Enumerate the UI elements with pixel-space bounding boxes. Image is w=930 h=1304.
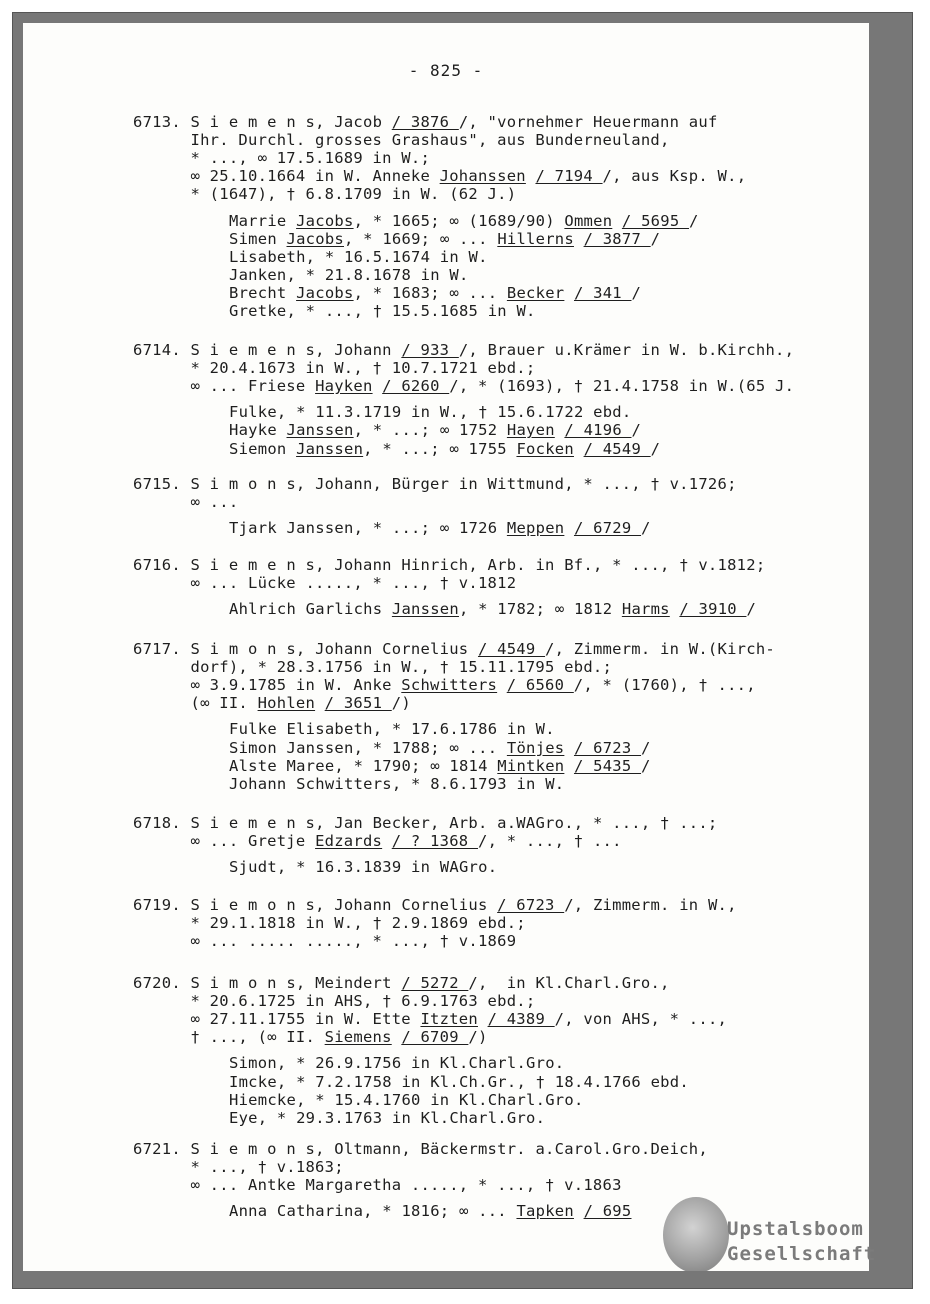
text-segment: Simon, * 26.9.1756 in Kl.Charl.Gro. — [229, 1054, 565, 1073]
page-number: - 825 - — [408, 61, 484, 80]
text-segment: Simon Janssen, * 1788; ∞ ... — [229, 738, 507, 757]
text-segment: * 29.1.1818 in W., † 2.9.1869 ebd.; — [133, 914, 526, 933]
text-segment: Siemon — [229, 439, 297, 458]
entry-line — [133, 149, 430, 167]
text-segment: ∞ ... Lücke ....., * ..., † v.1812 — [133, 574, 517, 593]
text-segment: Hiemcke, * 15.4.1760 in Kl.Charl.Gro. — [229, 1090, 584, 1109]
text-segment: S i m o n s — [190, 974, 296, 992]
text-segment: /, von AHS, * ..., — [554, 1010, 728, 1029]
text-segment — [373, 377, 383, 395]
text-segment: ∞ 3.9.1785 in W. Anke — [133, 676, 402, 695]
text-segment: /, in Kl.Charl.Gro., — [468, 974, 670, 992]
text-segment: Fulke Elisabeth, * 17.6.1786 in W. — [229, 720, 555, 739]
entry-line — [133, 167, 746, 185]
text-segment: Ahlrich Garlichs — [229, 600, 392, 619]
text-segment: 6717. — [133, 640, 191, 658]
child-line — [229, 1202, 631, 1220]
underlined-text: / 6729 — [573, 519, 642, 538]
text-segment: /, * (1693), † 21.4.1758 in W.(65 J. — [449, 377, 795, 396]
underlined-text: / 5272 — [401, 974, 469, 992]
underlined-text: / 933 — [401, 341, 459, 359]
text-segment: Sjudt, * 16.3.1839 in WAGro. — [229, 858, 498, 877]
text-segment: /, Zimmerm. in W., — [564, 896, 737, 914]
text-segment: / — [650, 229, 661, 248]
logo-line-1: Upstalsboom — [727, 1218, 864, 1240]
text-segment — [564, 739, 574, 757]
text-segment: , Jan Becker, Arb. a.WAGro., * ..., † ...; — [315, 814, 718, 832]
text-segment: , * 1782; ∞ 1812 — [458, 600, 622, 619]
text-segment — [564, 519, 574, 537]
text-segment — [564, 757, 574, 775]
underlined-text: / 7194 — [535, 167, 603, 186]
entry-line — [133, 1028, 488, 1046]
entry-line — [133, 896, 737, 914]
underlined-text: Schwitters — [401, 676, 498, 695]
entry-line — [133, 377, 794, 395]
entry-line — [133, 974, 670, 992]
entry-line — [133, 556, 765, 574]
text-segment: Gretke, * ..., † 15.5.1685 in W. — [229, 302, 536, 320]
text-segment: /) — [468, 1028, 488, 1047]
entry-line — [133, 676, 756, 694]
document-page — [23, 23, 869, 1271]
child-line — [229, 284, 641, 302]
text-segment: /, aus Ksp. W., — [602, 167, 747, 186]
child-line — [229, 775, 564, 793]
text-segment — [497, 676, 507, 694]
underlined-text: / 5695 — [621, 211, 689, 230]
entry-line — [133, 1010, 727, 1028]
entry-line — [133, 185, 516, 203]
child-line — [229, 757, 651, 775]
underlined-text: Janssen — [286, 421, 354, 440]
entry-line — [133, 1176, 622, 1194]
entry-line — [133, 658, 612, 676]
text-segment: /, * ..., † ... — [477, 832, 622, 851]
text-segment: (∞ II. — [133, 694, 258, 713]
text-segment: S i e m e n s — [190, 113, 316, 131]
child-line — [229, 421, 641, 439]
text-segment: , Johann — [315, 341, 402, 359]
text-segment — [574, 230, 584, 248]
entry-line — [133, 341, 794, 359]
text-segment: † ..., (∞ II. — [133, 1028, 325, 1047]
text-segment: S i m o n s — [190, 475, 296, 493]
text-segment: Anna Catharina, * 1816; ∞ ... — [229, 1202, 517, 1221]
text-segment — [612, 212, 622, 230]
text-segment: S i e m e n s — [190, 814, 316, 832]
text-segment: / — [746, 600, 757, 619]
underlined-text: Meppen — [506, 519, 565, 538]
text-segment: Simen — [229, 229, 287, 248]
text-segment: * 20.6.1725 in AHS, † 6.9.1763 ebd.; — [133, 992, 536, 1011]
child-line — [229, 1054, 564, 1072]
underlined-text: / 6723 — [573, 738, 642, 757]
text-segment — [392, 1028, 402, 1046]
underlined-text: / 4196 — [564, 421, 632, 440]
underlined-text: Edzards — [315, 832, 383, 851]
entry-line — [133, 493, 238, 511]
text-segment: / — [650, 439, 661, 458]
text-segment: /, Brauer u.Krämer in W. b.Kirchh., — [458, 341, 795, 359]
text-segment: Fulke, * 11.3.1719 in W., † 15.6.1722 ebd. — [229, 403, 632, 422]
underlined-text: / 4549 — [477, 640, 546, 658]
seal-icon — [663, 1197, 729, 1271]
text-segment — [564, 284, 574, 302]
text-segment — [555, 421, 565, 439]
text-segment — [574, 1202, 584, 1220]
underlined-text: Tapken — [516, 1202, 574, 1221]
text-segment: Tjark Janssen, * ...; ∞ 1726 — [229, 519, 507, 538]
text-segment: S i e m o n s — [190, 1140, 316, 1158]
underlined-text: Focken — [516, 439, 574, 458]
child-line — [229, 858, 497, 876]
text-segment: , * ...; ∞ 1752 — [353, 421, 507, 440]
underlined-text: Mintken — [497, 756, 565, 775]
logo-line-2: Gesellschaft — [727, 1243, 877, 1265]
underlined-text: / 3876 — [391, 113, 459, 131]
text-segment: / — [631, 283, 642, 302]
text-segment: Hayke — [229, 421, 287, 440]
text-segment: /) — [391, 694, 411, 713]
text-segment: , * 1669; ∞ ... — [344, 229, 498, 248]
entry-line — [133, 932, 516, 950]
text-segment: /, "vornehmer Heuermann auf — [458, 113, 718, 131]
text-segment: / — [641, 756, 651, 775]
text-segment: S i e m o n s — [190, 896, 316, 914]
text-segment: , * 1665; ∞ (1689/90) — [353, 211, 565, 230]
child-line — [229, 720, 555, 738]
text-segment: 6718. — [133, 814, 191, 832]
entry-line — [133, 131, 670, 149]
underlined-text: Hillerns — [497, 229, 574, 248]
text-segment: 6715. — [133, 475, 191, 493]
text-segment: * ..., ∞ 17.5.1689 in W.; — [133, 149, 431, 168]
text-segment: * 20.4.1673 in W., † 10.7.1721 ebd.; — [133, 359, 536, 378]
text-segment: S i m o n s — [190, 640, 296, 658]
entry-line — [133, 475, 737, 493]
entry-line — [133, 992, 535, 1010]
underlined-text: / 5435 — [573, 756, 642, 775]
text-segment: Marrie — [229, 211, 297, 230]
text-segment: Janken, * 21.8.1678 in W. — [229, 265, 469, 284]
text-segment: ∞ ... ..... ....., * ..., † v.1869 — [133, 932, 517, 951]
underlined-text: / 3651 — [324, 694, 392, 713]
text-segment: / — [631, 421, 642, 440]
text-segment: , Johann, Bürger in Wittmund, * ..., † v.1726; — [295, 475, 737, 493]
text-segment: 6721. — [133, 1140, 191, 1158]
text-segment: / — [688, 211, 699, 230]
underlined-text: / 3910 — [679, 600, 747, 619]
text-segment: Brecht — [229, 283, 297, 302]
text-segment: S i e m e n s — [190, 556, 316, 574]
text-segment: , Meindert — [295, 974, 402, 992]
child-line — [229, 212, 699, 230]
child-line — [229, 1091, 584, 1109]
entry-line — [133, 1140, 708, 1158]
underlined-text: / 341 — [573, 283, 632, 302]
child-line — [229, 1109, 545, 1127]
underlined-text: Johanssen — [439, 167, 526, 186]
text-segment — [478, 1010, 488, 1028]
child-line — [229, 519, 651, 537]
entry-line — [133, 640, 775, 658]
text-segment: , Johann Cornelius — [315, 896, 498, 914]
child-line — [229, 440, 660, 458]
text-segment: / — [641, 519, 651, 538]
entry-line — [133, 1158, 344, 1176]
entry-line — [133, 694, 411, 712]
entry-line — [133, 914, 526, 932]
text-segment: , * 1683; ∞ ... — [353, 283, 507, 302]
text-segment: dorf), * 28.3.1756 in W., † 15.11.1795 ebd.; — [133, 658, 613, 677]
underlined-text: Jacobs — [296, 211, 354, 230]
text-segment: ∞ ... Antke Margaretha ....., * ..., † v.1863 — [133, 1176, 622, 1195]
child-line — [229, 230, 660, 248]
text-segment: Imcke, * 7.2.1758 in Kl.Ch.Gr., † 18.4.1766 ebd. — [229, 1072, 689, 1091]
text-segment: , Oltmann, Bäckermstr. a.Carol.Gro.Deich, — [315, 1140, 708, 1158]
underlined-text: / 3877 — [583, 229, 651, 248]
text-segment — [574, 440, 584, 458]
underlined-text: / 6560 — [506, 676, 574, 695]
underlined-text: / ? 1368 — [391, 832, 478, 851]
text-segment: ∞ ... Friese — [133, 377, 316, 396]
text-segment: /, Zimmerm. in W.(Kirch- — [545, 640, 776, 658]
text-segment: Ihr. Durchl. grosses Grashaus", aus Bunderneuland, — [133, 131, 670, 150]
text-segment: Lisabeth, * 16.5.1674 in W. — [229, 247, 488, 266]
underlined-text: / 4389 — [487, 1010, 555, 1029]
underlined-text: / 6723 — [497, 896, 565, 914]
text-segment: 6716. — [133, 556, 191, 574]
text-segment: Johann Schwitters, * 8.6.1793 in W. — [229, 774, 565, 793]
text-segment — [382, 832, 392, 850]
child-line — [229, 302, 536, 320]
text-segment: /, * (1760), † ..., — [573, 676, 756, 695]
underlined-text: Hayken — [315, 377, 373, 396]
text-segment: * ..., † v.1863; — [133, 1158, 344, 1177]
underlined-text: / 4549 — [583, 439, 651, 458]
underlined-text: Hayen — [506, 421, 555, 440]
entry-line — [133, 359, 535, 377]
text-segment: * (1647), † 6.8.1709 in W. (62 J.) — [133, 185, 517, 204]
text-segment: , Johann Hinrich, Arb. in Bf., * ..., † v.1812; — [315, 556, 766, 574]
text-segment: , Jacob — [315, 113, 392, 131]
child-line — [229, 403, 631, 421]
child-line — [229, 739, 651, 757]
underlined-text: Hohlen — [257, 694, 316, 713]
entry-line — [133, 574, 516, 592]
underlined-text: / 6709 — [401, 1028, 469, 1047]
text-segment: / — [641, 738, 651, 757]
child-line — [229, 266, 469, 284]
child-line — [229, 248, 488, 266]
text-segment: S i e m e n s — [190, 341, 316, 359]
underlined-text: Itzten — [420, 1010, 478, 1029]
entry-line — [133, 832, 622, 850]
underlined-text: Harms — [621, 600, 670, 619]
text-segment: 6719. — [133, 896, 191, 914]
underlined-text: Jacobs — [286, 229, 344, 248]
underlined-text: Janssen — [391, 600, 459, 619]
text-segment: Alste Maree, * 1790; ∞ 1814 — [229, 756, 498, 775]
child-line — [229, 1073, 689, 1091]
underlined-text: / 6260 — [382, 377, 450, 396]
entry-line — [133, 113, 718, 131]
underlined-text: Jacobs — [296, 283, 354, 302]
text-segment: ∞ 27.11.1755 in W. Ette — [133, 1010, 421, 1029]
underlined-text: Ommen — [564, 211, 613, 230]
text-segment: 6720. — [133, 974, 191, 992]
underlined-text: / 695 — [583, 1202, 632, 1221]
text-segment: 6713. — [133, 113, 191, 131]
underlined-text: Tönjes — [506, 738, 565, 757]
underlined-text: Janssen — [296, 439, 364, 458]
text-segment — [670, 600, 680, 618]
underlined-text: Siemens — [324, 1028, 392, 1047]
entry-line — [133, 814, 718, 832]
text-segment: ∞ 25.10.1664 in W. Anneke — [133, 167, 440, 186]
text-segment: Eye, * 29.3.1763 in Kl.Charl.Gro. — [229, 1108, 546, 1127]
text-segment: , Johann Cornelius — [295, 640, 478, 658]
child-line — [229, 600, 756, 618]
text-segment — [315, 694, 325, 712]
text-segment: ∞ ... Gretje — [133, 832, 316, 851]
text-segment: 6714. — [133, 341, 191, 359]
underlined-text: Becker — [506, 283, 565, 302]
text-segment: , * ...; ∞ 1755 — [363, 439, 517, 458]
text-segment: ∞ ... — [133, 493, 239, 512]
